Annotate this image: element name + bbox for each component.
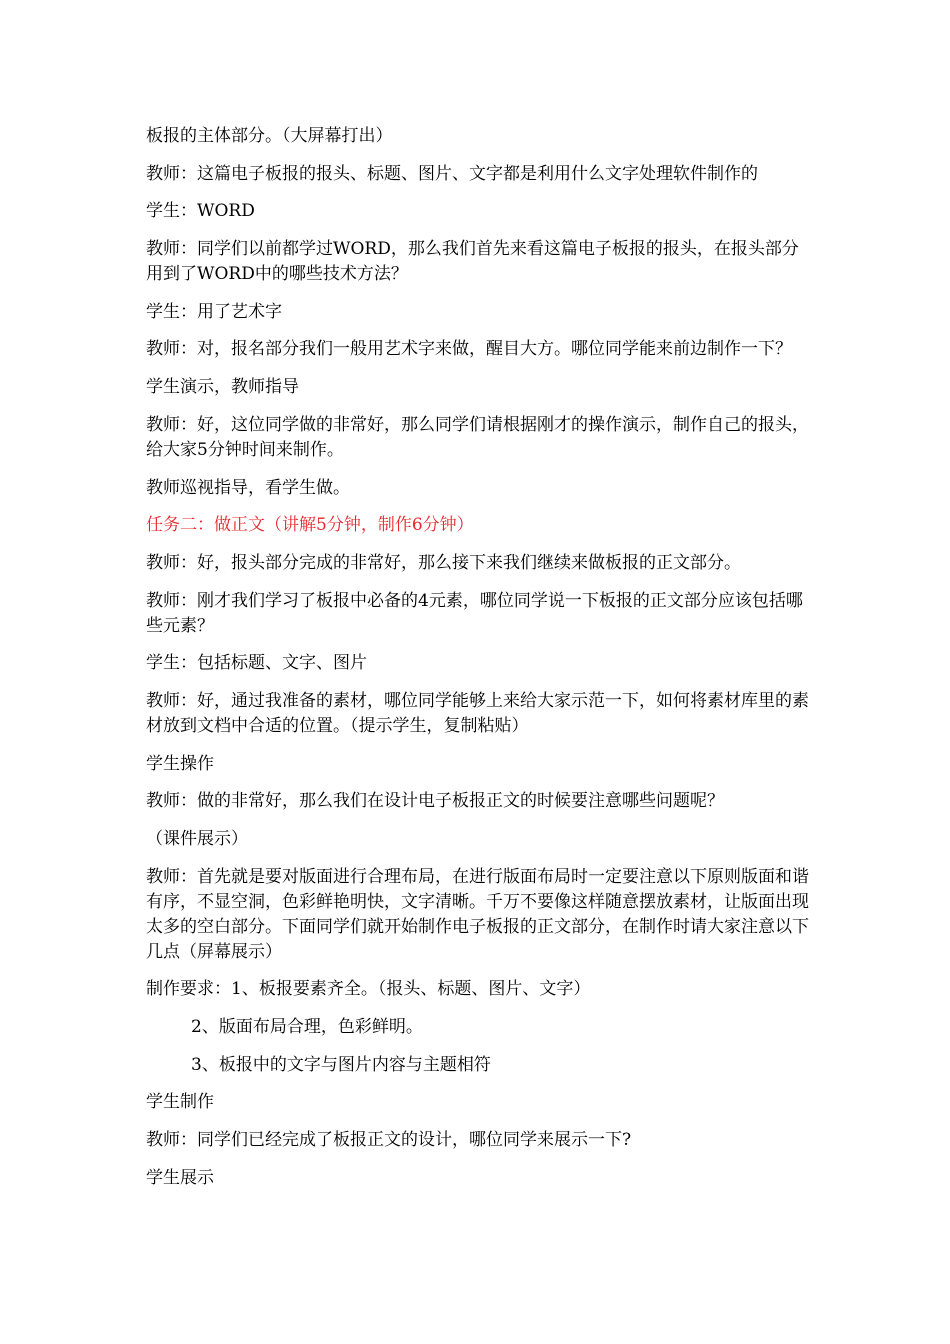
requirements-heading: 制作要求：1、板报要素齐全。（报头、标题、图片、文字） bbox=[146, 979, 591, 1000]
paragraph: 教师：好，这位同学做的非常好，那么同学们请根据刚才的操作演示，制作自己的报头，给大家5分钟时间来制作。 bbox=[146, 414, 809, 460]
paragraph: 教师：好，通过我准备的素材，哪位同学能够上来给大家示范一下，如何将素材库里的素材放到文档中合适的位置。（提示学生，复制粘贴） bbox=[146, 690, 809, 736]
paragraph: 教师：做的非常好，那么我们在设计电子板报正文的时候要注意哪些问题呢？ bbox=[146, 791, 724, 812]
paragraph: 教师：刚才我们学习了板报中必备的4元素，哪位同学说一下板报的正文部分应该包括哪些元素？ bbox=[146, 590, 803, 636]
paragraph: 学生操作 bbox=[146, 753, 214, 774]
paragraph: 教师：好，报头部分完成的非常好，那么接下来我们继续来做板报的正文部分。 bbox=[146, 552, 741, 573]
paragraph: 学生展示 bbox=[146, 1167, 214, 1188]
paragraph: 教师：对，报名部分我们一般用艺术字来做，醒目大方。哪位同学能来前边制作一下？ bbox=[146, 339, 792, 360]
section-heading-task-two: 任务二：做正文（讲解5分钟，制作6分钟） bbox=[146, 515, 474, 536]
paragraph: 学生：包括标题、文字、图片 bbox=[146, 653, 367, 674]
document-body bbox=[146, 124, 810, 1204]
requirement-item: 3、板报中的文字与图片内容与主题相符 bbox=[191, 1054, 491, 1075]
paragraph: （课件展示） bbox=[146, 829, 248, 849]
paragraph: 学生：WORD bbox=[146, 201, 255, 222]
paragraph: 学生制作 bbox=[146, 1092, 214, 1113]
paragraph: 教师：这篇电子板报的报头、标题、图片、文字都是利用什么文字处理软件制作的 bbox=[146, 163, 758, 184]
paragraph: 学生：用了艺术字 bbox=[146, 301, 282, 322]
paragraph: 教师：同学们以前都学过WORD，那么我们首先来看这篇电子板报的报头，在报头部分用到了WORD中的哪些技术方法？ bbox=[146, 239, 799, 285]
paragraph: 学生演示，教师指导 bbox=[146, 377, 299, 398]
paragraph: 教师：首先就是要对版面进行合理布局，在进行版面布局时一定要注意以下原则版面和谐有序，不显空洞，色彩鲜艳明快，文字清晰。千万不要像这样随意摆放素材，让版面出现太多的空白部分。下面同学们就开始制作电子板报的正文部分，在制作时请大家注意以下几点（屏幕展示） bbox=[146, 866, 809, 962]
paragraph: 板报的主体部分。（大屏幕打出） bbox=[146, 126, 393, 146]
paragraph: 教师：同学们已经完成了板报正文的设计，哪位同学来展示一下? bbox=[146, 1130, 632, 1151]
paragraph: 教师巡视指导，看学生做。 bbox=[146, 477, 350, 498]
requirement-item: 2、版面布局合理，色彩鲜明。 bbox=[191, 1017, 423, 1038]
